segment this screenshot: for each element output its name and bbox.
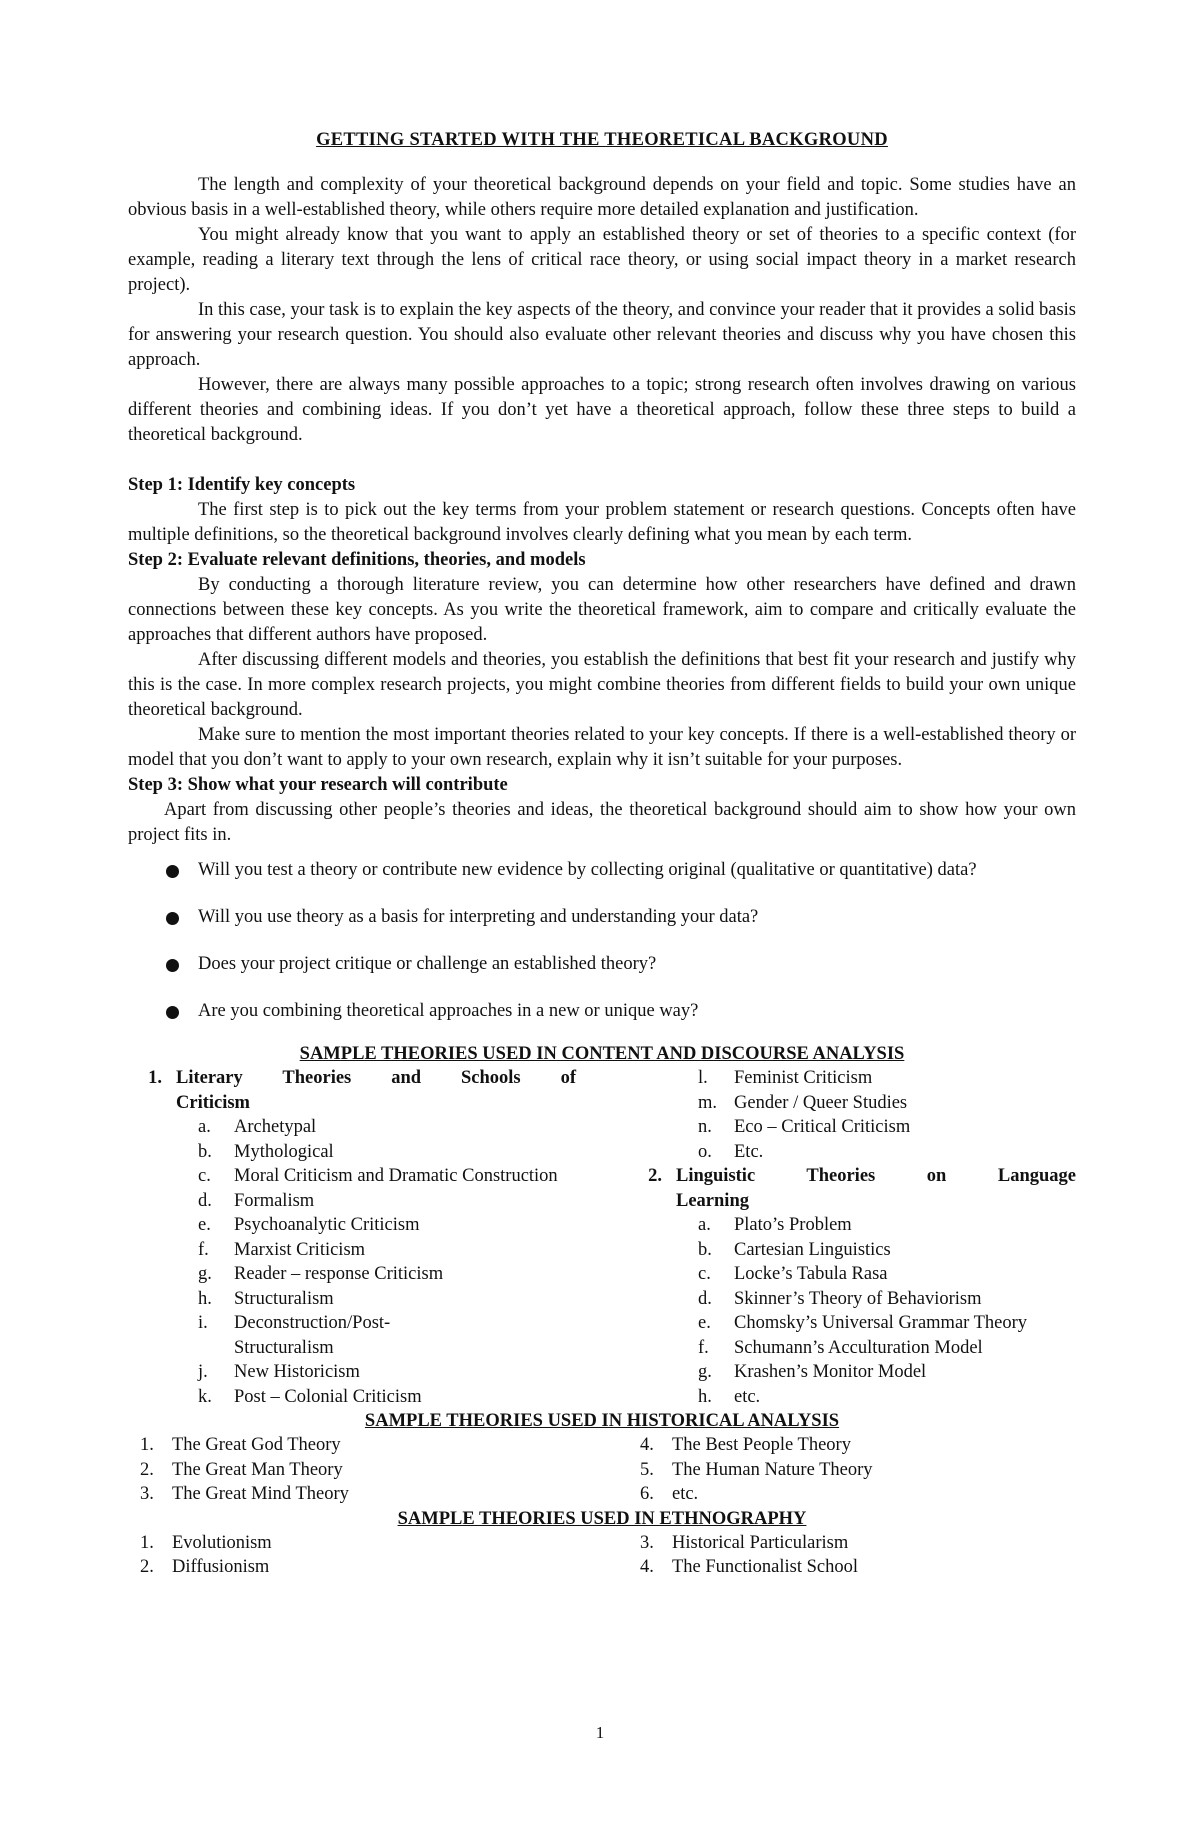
theory-group-heading: 2. Linguistic Theories on Language Learning [648,1166,1076,1211]
intro-paragraph-2: You might already know that you want to apply an established theory or set of theories to a specific context (for example, reading a literary text through the lens of critical race theory, or using social impact theory in a market research project). [128,225,1076,295]
list-item: h. etc. [698,1386,761,1407]
list-item: b. Mythological [198,1141,334,1162]
content-analysis-left-column [128,1066,576,1409]
list-item: b. Cartesian Linguistics [698,1239,891,1260]
list-item: o. Etc. [698,1141,764,1162]
intro-paragraph-4: However, there are always many possible approaches to a topic; strong research often involves drawing on various different theories and combining ideas. If you don’t yet have a theoretical approach, follow these three steps to build a theoretical background. [128,375,1076,445]
list-item: 1. The Great God Theory [140,1435,341,1455]
list-item: f. Schumann’s Acculturation Model [698,1337,983,1358]
list-item: c. Locke’s Tabula Rasa [698,1264,888,1284]
list-item: 2. Diffusionism [140,1557,270,1577]
list-item: d. Formalism [198,1190,315,1211]
page-content [128,128,1076,1580]
ethnography-right-column [628,1531,1076,1580]
step2-heading: Step 2: Evaluate relevant definitions, theories, and models [128,550,586,570]
bullet-icon [166,865,179,878]
step2-paragraph-3: Make sure to mention the most important theories related to your key concepts. If there is a well-established theory or model that you don’t want to apply to your own research, explain why it isn’t suitable for your purposes. [128,725,1076,770]
ethnography-columns [128,1531,1076,1580]
list-item: g. Reader – response Criticism [198,1264,444,1284]
list-item: 4. The Functionalist School [640,1557,859,1577]
step1-paragraph: The first step is to pick out the key terms from your problem statement or research questions. Concepts often have multiple definitions, so the theoretical background involves clearly defining what you mean by each term. [128,500,1076,545]
bullet-icon [166,912,179,925]
list-item: 2. The Great Man Theory [140,1459,343,1480]
list-item: 1. Evolutionism [140,1532,272,1553]
historical-analysis-columns [128,1433,1076,1507]
intro-paragraph-1: The length and complexity of your theoretical background depends on your field and topic. Some studies have an obvious basis in a well-established theory, while others require more detailed explanation and justification. [128,175,1076,220]
step1-heading: Step 1: Identify key concepts [128,475,356,495]
list-item: 5. The Human Nature Theory [640,1459,873,1480]
step2-paragraph-2: After discussing different models and theories, you establish the definitions that best fit your research and justify why this is the case. In more complex research projects, you might combine theories from different fields to build your own unique theoretical background. [128,650,1076,720]
historical-left-column [128,1433,576,1507]
list-item: n. Eco – Critical Criticism [698,1117,911,1137]
page-number: 1 [595,1723,605,1742]
list-item: g. Krashen’s Monitor Model [698,1362,927,1382]
list-item: a. Plato’s Problem [698,1215,852,1235]
list-item: c. Moral Criticism and Dramatic Construction [198,1166,558,1186]
theory-group-heading: 1. Literary Theories and Schools of Criticism [148,1068,576,1113]
list-item: m. Gender / Queer Studies [698,1092,908,1113]
step3-heading: Step 3: Show what your research will contribute [128,775,508,795]
content-analysis-right-column [628,1066,1076,1409]
document-title: GETTING STARTED WITH THE THEORETICAL BACKGROUND [316,130,888,150]
step2-paragraph-1: By conducting a thorough literature review, you can determine how other researchers have defined and drawn connections between these key concepts. As you write the theoretical framework, aim to compare and critically evaluate the approaches that different authors have proposed. [128,575,1076,645]
list-item: 3. The Great Mind Theory [140,1484,349,1504]
list-item: h. Structuralism [198,1288,334,1309]
bullet-icon [166,1006,179,1019]
bullet-icon [166,959,179,972]
list-item: e. Chomsky’s Universal Grammar Theory [698,1313,1028,1333]
list-item: l. Feminist Criticism [698,1068,873,1088]
step3-bullet-list [128,854,1076,1027]
list-item: f. Marxist Criticism [198,1239,366,1260]
list-item: e. Psychoanalytic Criticism [198,1215,420,1235]
spacer [128,448,1076,473]
ethnography-left-column [128,1531,576,1580]
bullet-item: Will you test a theory or contribute new evidence by collecting original (qualitative or quantitative) data? [128,854,1076,886]
ethnography-heading: SAMPLE THEORIES USED IN ETHNOGRAPHY [397,1508,807,1529]
historical-analysis-heading: SAMPLE THEORIES USED IN HISTORICAL ANALYSIS [364,1411,840,1431]
list-item: k. Post – Colonial Criticism [198,1386,422,1407]
list-item: 4. The Best People Theory [640,1435,851,1455]
list-item: a. Archetypal [198,1117,317,1137]
intro-paragraph-3: In this case, your task is to explain the key aspects of the theory, and convince your reader that it provides a solid basis for answering your research question. You should also evaluate other relevant theories and discuss why you have chosen this approach. [128,300,1076,370]
list-item: 6. etc. [640,1484,699,1504]
list-item: 3. Historical Particularism [640,1532,849,1553]
content-analysis-heading: SAMPLE THEORIES USED IN CONTENT AND DISCOURSE ANALYSIS [299,1044,905,1064]
list-item: d. Skinner’s Theory of Behaviorism [698,1288,982,1309]
content-analysis-columns [128,1066,1076,1409]
bullet-item: Are you combining theoretical approaches in a new or unique way? [128,995,1076,1027]
list-item: j. New Historicism [198,1362,360,1382]
historical-right-column [628,1433,1076,1507]
list-item: i. Deconstruction/Post-Structuralism [198,1313,391,1358]
bullet-item: Does your project critique or challenge an established theory? [128,948,1076,980]
step3-paragraph: Apart from discussing other people’s theories and ideas, the theoretical background should aim to show how your own project fits in. [128,800,1076,845]
bullet-item: Will you use theory as a basis for interpreting and understanding your data? [128,901,1076,933]
